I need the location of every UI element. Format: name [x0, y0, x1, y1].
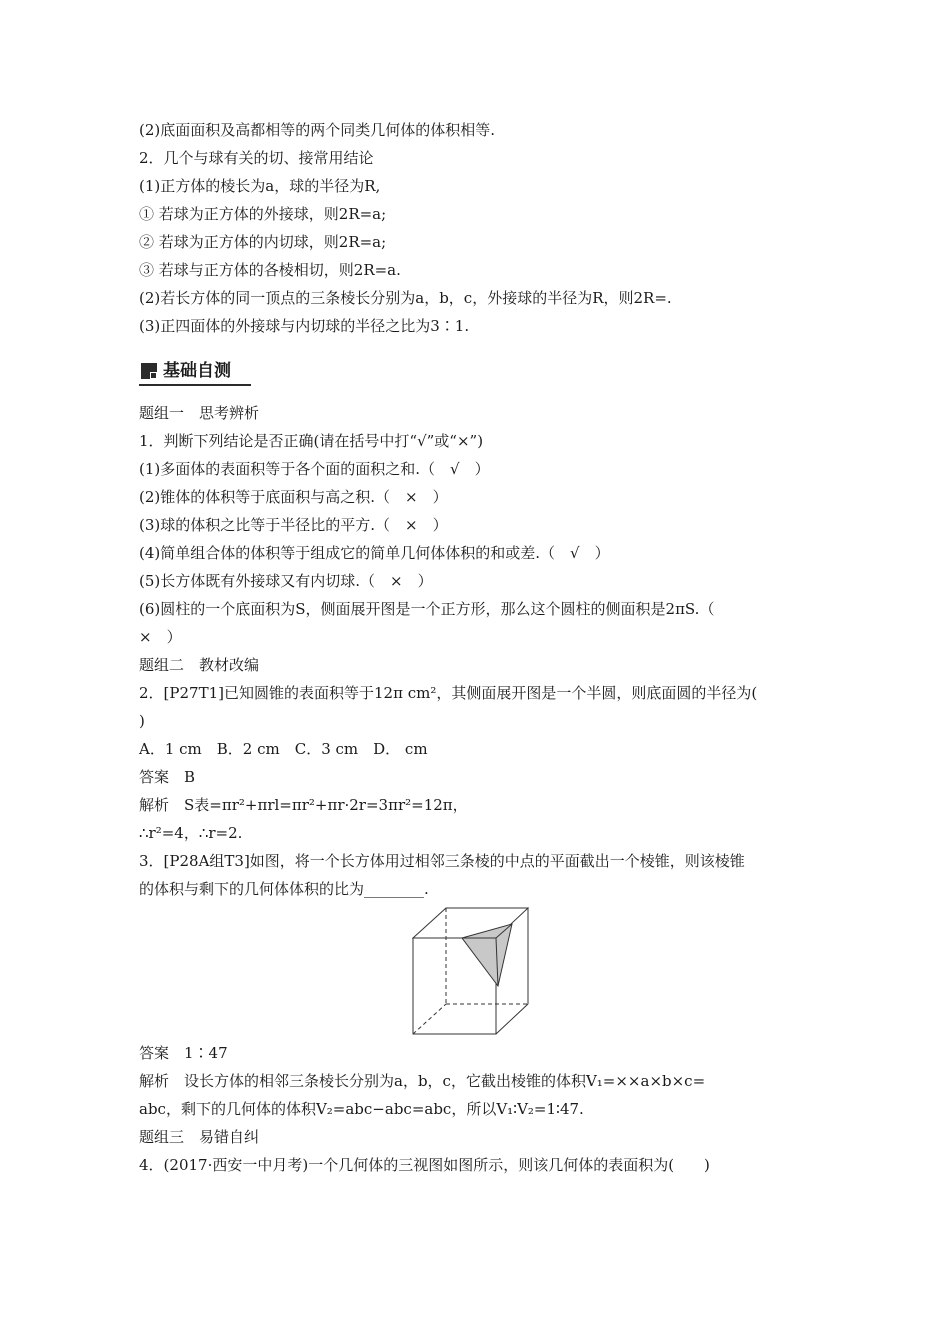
- group-two-title: 题组二 教材改编: [139, 656, 260, 674]
- section-heading: [139, 358, 251, 386]
- question-3-answer: 答案 1∶47: [139, 1044, 228, 1062]
- intro-line-3: (1)正方体的棱长为a，球的半径为R,: [139, 177, 381, 195]
- intro-line-2: 2．几个与球有关的切、接常用结论: [139, 149, 374, 167]
- intro-line-6: ③ 若球与正方体的各棱相切，则2R=a.: [139, 261, 401, 279]
- question-3-stem: 3．[P28A组T3]如图，将一个长方体用过相邻三条棱的中点的平面截出一个棱锥，则该棱锥: [139, 852, 745, 870]
- question-2-options: A．1 cm B．2 cm C．3 cm D． cm: [139, 740, 428, 758]
- top-face: [413, 908, 528, 938]
- question-1-item-5: (5)长方体既有外接球又有内切球.（ × ）: [139, 572, 433, 590]
- question-1-item-6: (6)圆柱的一个底面积为S，侧面展开图是一个正方形，那么这个圆柱的侧面积是2πS.（: [139, 600, 715, 618]
- intro-line-7: (2)若长方体的同一顶点的三条棱长分别为a，b，c，外接球的半径为R，则2R=.: [139, 289, 672, 307]
- section-mark-icon: [141, 363, 157, 379]
- question-1-item-1: (1)多面体的表面积等于各个面的面积之和.（ √ ）: [139, 460, 490, 478]
- cuboid-figure: [412, 907, 530, 1035]
- group-one-title: 题组一 思考辨析: [139, 404, 260, 422]
- intro-line-5: ② 若球为正方体的内切球，则2R=a;: [139, 233, 387, 251]
- question-2-stem-cont: ): [139, 712, 145, 730]
- question-4-stem: 4．(2017·西安一中月考)一个几何体的三视图如图所示，则该几何体的表面积为( ): [139, 1156, 710, 1174]
- pyramid-section: [462, 924, 512, 986]
- question-3-analysis: 解析 设长方体的相邻三条棱长分别为a，b，c，它截出棱锥的体积V₁=××a×b×c=: [139, 1072, 706, 1090]
- question-3-analysis-cont: abc，剩下的几何体的体积V₂=abc−abc=abc，所以V₁∶V₂=1∶47.: [139, 1100, 584, 1118]
- group-three-title: 题组三 易错自纠: [139, 1128, 260, 1146]
- question-1-item-6-cont: × ）: [139, 628, 182, 646]
- right-edge: [496, 1004, 528, 1034]
- question-1-item-2: (2)锥体的体积等于底面积与高之积.（ × ）: [139, 488, 448, 506]
- intro-line-4: ① 若球为正方体的外接球，则2R=a;: [139, 205, 387, 223]
- hidden-edge: [413, 1004, 446, 1034]
- question-2-analysis: 解析 S表=πr²+πrl=πr²+πr·2r=3πr²=12π，: [139, 796, 468, 814]
- intro-line-1: (2)底面面积及高都相等的两个同类几何体的体积相等.: [139, 121, 496, 139]
- question-2-answer: 答案 B: [139, 768, 196, 786]
- question-3-stem-cont: 的体积与剩下的几何体体积的比为________.: [139, 880, 429, 898]
- question-2-analysis-cont: ∴r²=4，∴r=2.: [139, 824, 243, 842]
- question-1-stem: 1．判断下列结论是否正确(请在括号中打“√”或“×”): [139, 432, 484, 450]
- intro-line-8: (3)正四面体的外接球与内切球的半径之比为3∶1.: [139, 317, 470, 335]
- section-heading-underline: [139, 384, 251, 386]
- question-1-item-4: (4)简单组合体的体积等于组成它的简单几何体体积的和或差.（ √ ）: [139, 544, 610, 562]
- question-1-item-3: (3)球的体积之比等于半径比的平方.（ × ）: [139, 516, 448, 534]
- question-2-stem: 2．[P27T1]已知圆锥的表面积等于12π cm²，其侧面展开图是一个半圆，则底面圆的半径为(: [139, 684, 758, 702]
- section-heading-title: 基础自测: [163, 361, 231, 381]
